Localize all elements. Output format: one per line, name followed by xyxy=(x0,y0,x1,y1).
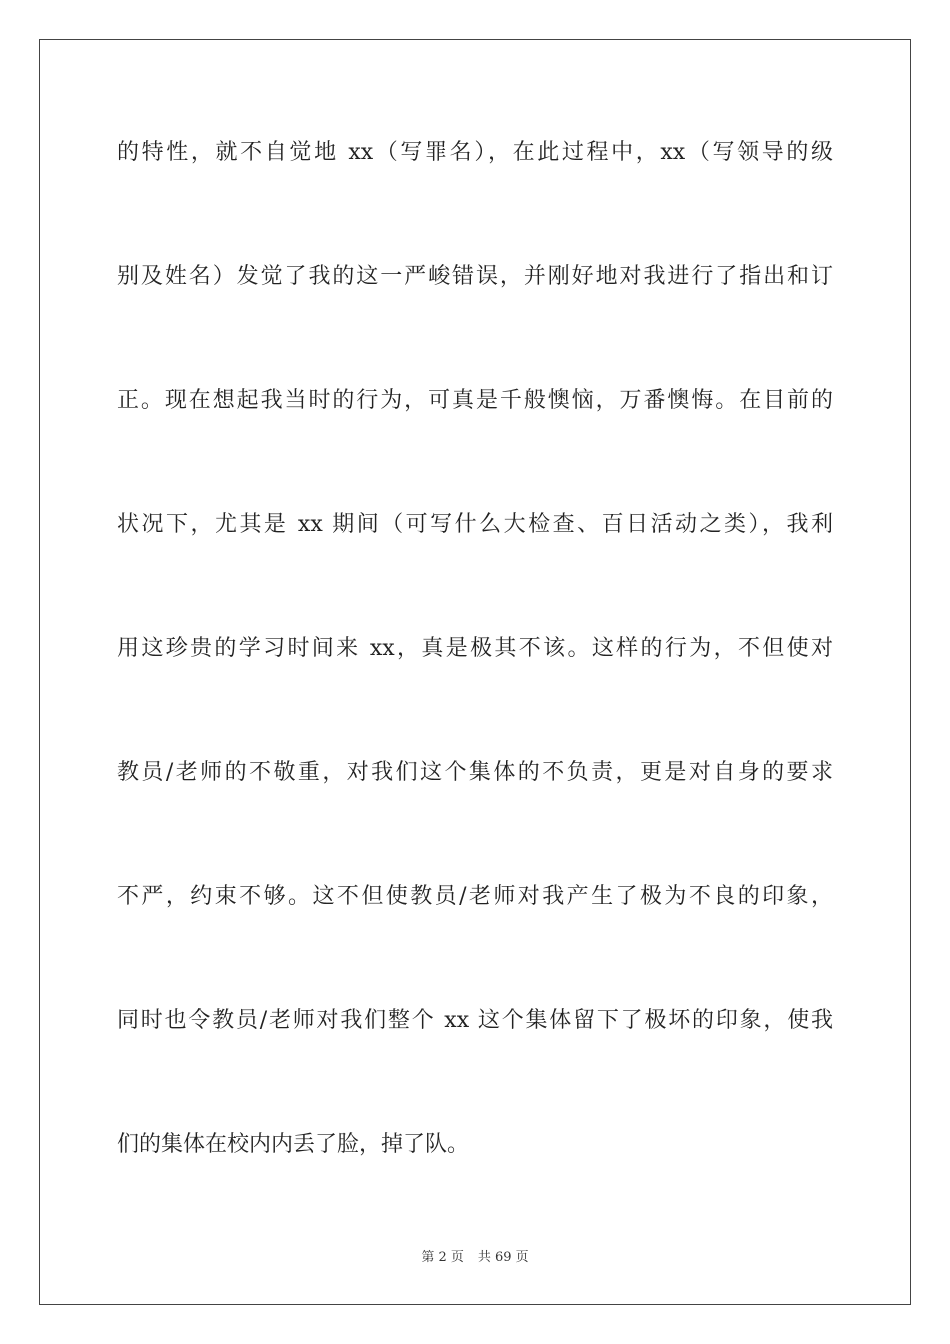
text-line: 的特性，就不自觉地 xx（写罪名），在此过程中，xx（写领导的级 xyxy=(117,140,833,165)
text-line: 用这珍贵的学习时间来 xx，真是极其不该。这样的行为，不但使对 xyxy=(117,636,833,661)
text-line: 别及姓名）发觉了我的这一严峻错误，并刚好地对我进行了指出和订 xyxy=(117,264,833,289)
text-line: 们的集体在校内内丢了脸，掉了队。 xyxy=(117,1132,470,1157)
text-line: 不严，约束不够。这不但使教员/老师对我产生了极为不良的印象， xyxy=(117,884,833,909)
text-line: 正。现在想起我当时的行为，可真是千般懊恼，万番懊悔。在目前的 xyxy=(117,388,833,413)
page-total: 共 69 页 xyxy=(477,1250,529,1265)
text-line: 同时也令教员/老师对我们整个 xx 这个集体留下了极坏的印象，使我 xyxy=(117,1008,833,1033)
page-number: 第 2 页 xyxy=(421,1250,464,1265)
text-line: 状况下，尤其是 xx 期间（可写什么大检查、百日活动之类），我利 xyxy=(117,512,833,537)
text-line: 教员/老师的不敬重，对我们这个集体的不负责，更是对自身的要求 xyxy=(117,760,833,785)
document-body xyxy=(117,122,833,1238)
page-footer xyxy=(0,1246,950,1265)
